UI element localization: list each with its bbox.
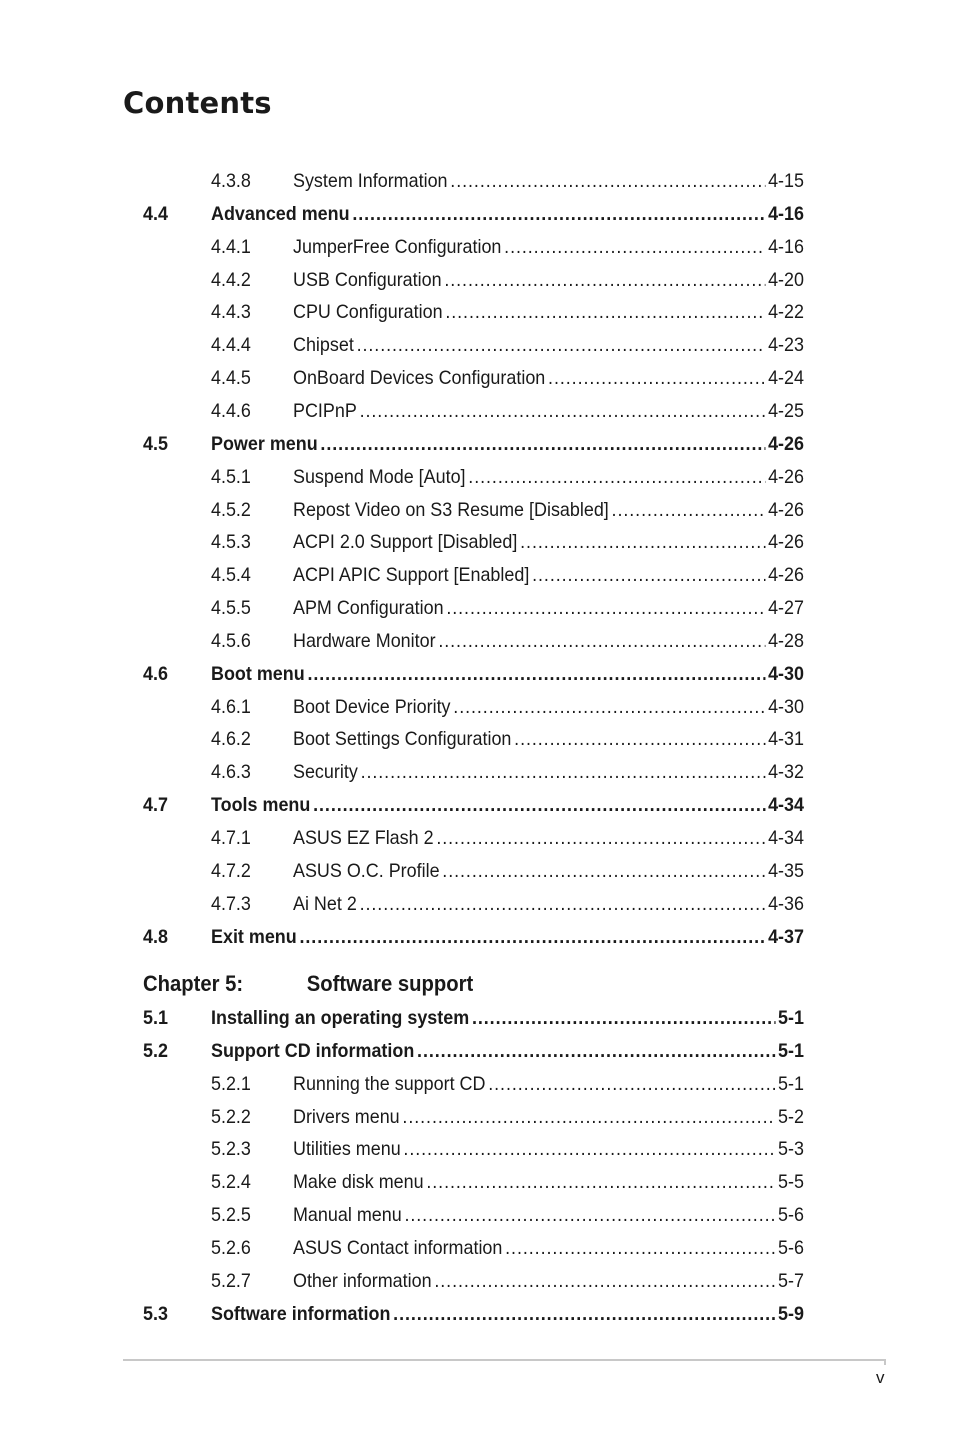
toc-entry-number: 4.4.6 xyxy=(210,399,251,422)
dot-leader xyxy=(436,825,765,851)
toc-entry[interactable] xyxy=(0,431,878,457)
toc-entry-page: 4-32 xyxy=(768,761,804,784)
toc-entry[interactable] xyxy=(0,825,878,851)
toc-entry-number: 4.6.1 xyxy=(210,695,251,718)
toc-entry-page: 4-26 xyxy=(768,432,804,455)
chapter-title: Software support xyxy=(306,971,474,996)
footer-rule-tick xyxy=(884,1359,886,1365)
toc-entry-title: CPU Configuration xyxy=(292,301,443,324)
toc-entry-number: 4.5.1 xyxy=(210,465,251,488)
toc-entry-page: 4-26 xyxy=(768,564,804,587)
toc-entry[interactable] xyxy=(0,332,878,358)
toc-entry-page: 4-23 xyxy=(768,334,804,357)
dot-leader xyxy=(453,694,765,720)
toc-entry[interactable] xyxy=(0,398,878,424)
toc-entry-title: ASUS O.C. Profile xyxy=(292,859,440,882)
toc-entry-title: ACPI 2.0 Support [Disabled] xyxy=(292,531,518,554)
toc-entry-page: 4-25 xyxy=(768,399,804,422)
toc-entry-title: Tools menu xyxy=(210,794,311,817)
toc-entry-number: 4.6 xyxy=(142,662,168,685)
toc-entry-page: 4-27 xyxy=(768,597,804,620)
toc-entry-title: System Information xyxy=(292,170,448,192)
toc-entry-page: 4-37 xyxy=(768,925,804,948)
toc-entry-number: 5.2.6 xyxy=(210,1236,251,1259)
toc-entry-title: Manual menu xyxy=(292,1204,402,1227)
toc-entry[interactable] xyxy=(0,628,878,654)
toc-entry-number: 5.2.3 xyxy=(210,1138,251,1161)
toc-entry[interactable] xyxy=(0,792,878,818)
toc-entry[interactable] xyxy=(0,1235,878,1261)
toc-entry-title: Boot Settings Configuration xyxy=(292,728,512,751)
toc-entry[interactable] xyxy=(0,858,878,884)
dot-leader xyxy=(352,201,765,227)
toc-entry[interactable] xyxy=(0,365,878,391)
dot-leader xyxy=(445,299,765,325)
toc-entry-title: Chipset xyxy=(292,334,354,357)
toc-entry-title: Support CD information xyxy=(210,1039,415,1062)
dot-leader xyxy=(357,332,766,358)
toc-entry-page: 5-1 xyxy=(778,1039,804,1062)
toc-entry-number: 4.8 xyxy=(142,925,168,948)
footer-rule xyxy=(123,1359,886,1361)
toc-entry-number: 4.7.2 xyxy=(210,859,251,882)
dot-leader xyxy=(299,924,765,950)
toc-entry[interactable] xyxy=(0,267,878,293)
toc-entry-page: 4-16 xyxy=(768,202,804,225)
dot-leader xyxy=(417,1038,775,1064)
toc-entry-title: Installing an operating system xyxy=(210,1007,470,1029)
toc-entry-title: Power menu xyxy=(210,432,318,455)
toc-entry-page: 4-35 xyxy=(768,859,804,882)
toc-entry[interactable] xyxy=(0,497,878,523)
toc-entry-title: Security xyxy=(292,761,358,784)
dot-leader xyxy=(361,759,766,785)
dot-leader xyxy=(520,529,765,555)
toc-entry-title: JumperFree Configuration xyxy=(292,235,502,258)
toc-entry[interactable] xyxy=(0,562,878,588)
dot-leader xyxy=(434,1268,775,1294)
toc-entry-title: Utilities menu xyxy=(292,1138,401,1161)
toc-entry-number: 4.5.4 xyxy=(210,564,251,587)
toc-entry-title: ACPI APIC Support [Enabled] xyxy=(292,564,530,587)
dot-leader xyxy=(360,398,766,424)
toc-entry-number: 4.5.5 xyxy=(210,597,251,620)
toc-entry[interactable] xyxy=(0,595,878,621)
toc-entry-number: 5.3 xyxy=(142,1302,168,1325)
toc-entry-page: 4-28 xyxy=(768,629,804,652)
dot-leader xyxy=(488,1071,775,1097)
dot-leader xyxy=(514,726,765,752)
toc-entry-title: Running the support CD xyxy=(292,1072,486,1095)
toc-entry[interactable] xyxy=(0,234,878,260)
toc-entry-title: Ai Net 2 xyxy=(292,892,357,915)
toc-entry-title: ASUS Contact information xyxy=(292,1236,503,1259)
toc-entry-number: 4.5.6 xyxy=(210,629,251,652)
toc-entry[interactable] xyxy=(0,1169,878,1195)
toc-entry-title: Boot menu xyxy=(210,662,305,685)
toc-entry-page: 5-6 xyxy=(778,1204,804,1227)
toc-entry-number: 5.2.1 xyxy=(210,1072,251,1095)
toc-entry[interactable] xyxy=(0,694,878,720)
toc-entry[interactable] xyxy=(0,1104,878,1130)
toc-entry[interactable] xyxy=(0,661,878,687)
dot-leader xyxy=(504,234,765,260)
dot-leader xyxy=(320,431,765,457)
dot-leader xyxy=(505,1235,775,1261)
toc-entry-number: 4.7.1 xyxy=(210,827,251,849)
toc-entry-title: Repost Video on S3 Resume [Disabled] xyxy=(292,498,609,521)
toc-entry-title: Boot Device Priority xyxy=(292,695,451,718)
toc-entry-title: Drivers menu xyxy=(292,1105,400,1128)
toc-entry-title: Make disk menu xyxy=(292,1171,424,1194)
dot-leader xyxy=(472,1005,775,1031)
toc-entry[interactable] xyxy=(0,529,878,555)
toc-entry-page: 5-1 xyxy=(778,1007,804,1029)
dot-leader xyxy=(402,1104,775,1130)
toc-entry-number: 4.5 xyxy=(142,432,168,455)
toc-entry[interactable] xyxy=(0,1202,878,1228)
toc-entry-title: Suspend Mode [Auto] xyxy=(292,465,466,488)
dot-leader xyxy=(438,628,765,654)
toc-entry-number: 4.3.8 xyxy=(210,170,251,192)
toc-entry-title: USB Configuration xyxy=(292,268,442,291)
dot-leader xyxy=(446,595,765,621)
toc-entry-number: 4.6.3 xyxy=(210,761,251,784)
toc-entry-page: 4-16 xyxy=(768,235,804,258)
toc-entry-page: 5-2 xyxy=(778,1105,804,1128)
toc-entry-number: 5.2.7 xyxy=(210,1269,251,1292)
dot-leader xyxy=(360,891,766,917)
toc-entry-title: ASUS EZ Flash 2 xyxy=(292,827,434,849)
dot-leader xyxy=(442,858,765,884)
toc-entry[interactable] xyxy=(0,1136,878,1162)
toc-entry-page: 5-9 xyxy=(778,1302,804,1325)
toc-entry-title: Software information xyxy=(210,1302,391,1325)
toc-entry-number: 5.2.4 xyxy=(210,1171,251,1194)
toc-entry[interactable] xyxy=(0,924,878,950)
toc-entry-title: Other information xyxy=(292,1269,432,1292)
toc-entry[interactable] xyxy=(0,1268,878,1294)
toc-entry-number: 4.4.2 xyxy=(210,268,251,291)
toc-entry[interactable] xyxy=(0,299,878,325)
toc-entry-number: 4.7 xyxy=(142,794,168,817)
toc-entry-number: 4.7.3 xyxy=(210,892,251,915)
toc-entry-page: 4-34 xyxy=(768,827,804,849)
toc-entry-page: 5-6 xyxy=(778,1236,804,1259)
toc-entry[interactable] xyxy=(0,464,878,490)
toc-entry-number: 4.4 xyxy=(142,202,168,225)
toc-entry-page: 4-26 xyxy=(768,498,804,521)
dot-leader xyxy=(307,661,765,687)
toc-entry-number: 5.2.5 xyxy=(210,1204,251,1227)
dot-leader xyxy=(313,792,765,818)
dot-leader xyxy=(468,464,765,490)
toc-entry[interactable] xyxy=(0,1005,878,1031)
dot-leader xyxy=(548,365,765,391)
toc-entry-page: 4-20 xyxy=(768,268,804,291)
toc-entry[interactable] xyxy=(0,1038,878,1064)
toc-entry-page: 4-31 xyxy=(768,728,804,751)
toc-entry-number: 4.4.1 xyxy=(210,235,251,258)
toc-entry-title: Advanced menu xyxy=(210,202,350,225)
toc-entry-number: 4.4.5 xyxy=(210,367,251,390)
toc-entry-title: PCIPnP xyxy=(292,399,357,422)
toc-entry[interactable] xyxy=(0,201,878,227)
toc-entry-page: 4-34 xyxy=(768,794,804,817)
toc-entry-page: 5-7 xyxy=(778,1269,804,1292)
toc-entry-number: 5.2 xyxy=(142,1039,168,1062)
toc-entry[interactable] xyxy=(0,1071,878,1097)
toc-entry-title: Exit menu xyxy=(210,925,297,948)
toc-entry-page: 4-30 xyxy=(768,662,804,685)
toc-entry[interactable] xyxy=(0,891,878,917)
dot-leader xyxy=(404,1202,775,1228)
toc-entry-page: 4-15 xyxy=(768,170,804,192)
toc-entry-number: 4.6.2 xyxy=(210,728,251,751)
page-number: v xyxy=(876,1368,885,1387)
toc-entry-page: 4-36 xyxy=(768,892,804,915)
toc-entry[interactable] xyxy=(0,726,878,752)
toc-entry-number: 4.5.3 xyxy=(210,531,251,554)
dot-leader xyxy=(612,497,766,523)
toc-entry-number: 4.4.4 xyxy=(210,334,251,357)
toc-entry-page: 4-26 xyxy=(768,465,804,488)
toc-entry-title: APM Configuration xyxy=(292,597,444,620)
dot-leader xyxy=(393,1301,775,1327)
toc-entry[interactable] xyxy=(0,1301,878,1327)
toc-entry-page: 5-3 xyxy=(778,1138,804,1161)
toc-entry-number: 4.5.2 xyxy=(210,498,251,521)
toc-entry-title: Hardware Monitor xyxy=(292,629,436,652)
toc-entry-number: 5.1 xyxy=(142,1007,168,1029)
chapter-label: Chapter 5: xyxy=(143,971,244,996)
toc-entry-page: 5-5 xyxy=(778,1171,804,1194)
toc-entry[interactable] xyxy=(0,759,878,785)
toc-entry-number: 4.4.3 xyxy=(210,301,251,324)
dot-leader xyxy=(403,1136,775,1162)
toc-entry-title: OnBoard Devices Configuration xyxy=(292,367,546,390)
page-title: Contents xyxy=(123,86,272,120)
toc-entry-page: 4-30 xyxy=(768,695,804,718)
dot-leader xyxy=(426,1169,775,1195)
dot-leader xyxy=(450,168,765,194)
toc-entry-page: 4-24 xyxy=(768,367,804,390)
toc-entry-page: 4-26 xyxy=(768,531,804,554)
toc-entry[interactable] xyxy=(0,168,878,194)
toc-entry-page: 4-22 xyxy=(768,301,804,324)
toc-entry-page: 5-1 xyxy=(778,1072,804,1095)
toc-entry-number: 5.2.2 xyxy=(210,1105,251,1128)
dot-leader xyxy=(444,267,765,293)
dot-leader xyxy=(532,562,765,588)
